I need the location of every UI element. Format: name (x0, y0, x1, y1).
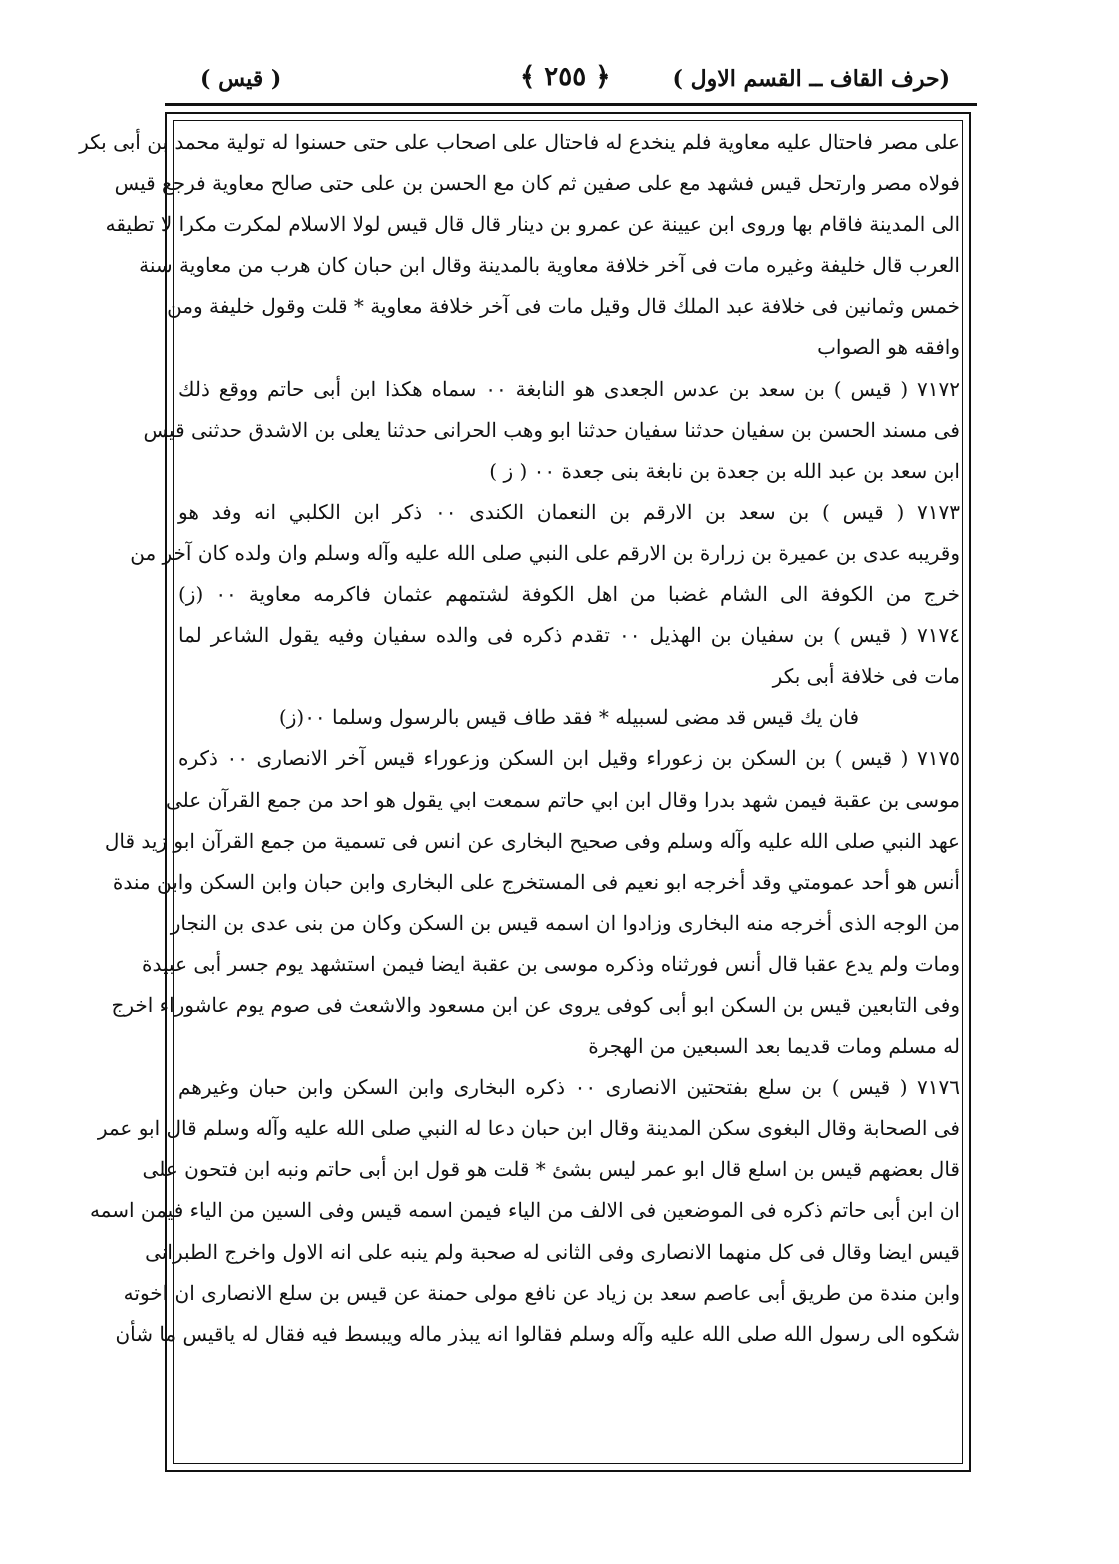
header-rule (165, 103, 977, 106)
entry-heading: ( قيس ) (200, 66, 282, 92)
text-line: قيس ايضا وقال فى كل منهما الانصارى وفى الثانى له صحبة ولم ينبه على انه الاول واخرج الطبرانى (145, 1239, 960, 1264)
entry-7173: ٧١٧٣ ( قيس ) بن سعد بن الارقم بن النعمان الكندى ٠٠ ذكر ابن الكلبي انه وفد هو (178, 499, 960, 524)
text-line: له مسلم ومات قديما بعد السبعين من الهجرة (588, 1034, 960, 1059)
text-line: ان ابن أبى حاتم ذكره فى الموضعين فى الالف من الياء فيمن اسمه قيس وفى السين من الياء فيمن اسمه (89, 1198, 960, 1223)
chapter-heading: (حرف القاف ــ القسم الاول ) (672, 66, 950, 92)
body-text (79, 122, 960, 1355)
page-header (160, 62, 960, 102)
text-line: فولاه مصر وارتحل قيس فشهد مع على صفين ثم كان مع الحسن بن على حتى صالح معاوية فرجع قيس (114, 171, 960, 196)
text-line: من الوجه الذى أخرجه منه البخارى وزادوا ان اسمه قيس بن السكن وكان من بنى عدى بن النجار (170, 910, 960, 935)
text-line: على مصر فاحتال عليه معاوية فلم ينخدع له فاحتال على اصحاب على حتى حسنوا له تولية محمد بن أبى بكر (79, 130, 960, 154)
text-line: مات فى خلافة أبى بكر (772, 664, 960, 689)
poetry-verse: فان يك قيس قد مضى لسبيله * فقد طاف قيس بالرسول وسلما ٠٠(ز) (278, 705, 860, 730)
text-line: عهد النبي صلى الله عليه وآله وسلم وفى صحيح البخارى عن انس فى تسمية من جمع القرآن ابو زيد قال (104, 828, 960, 853)
text-line: وقريبه عدى بن عميرة بن زرارة بن الارقم على النبي صلى الله عليه وآله وسلم وان ولده كان آخر من (130, 540, 960, 565)
page-number: ﴿ ٢٥٥ ﴾ (520, 62, 611, 92)
text-line: قال بعضهم قيس بن اسلع قال ابو عمر ليس بشئ * قلت هو قول ابن أبى حاتم ونبه ابن فتحون على (142, 1157, 960, 1182)
text-line: شكوه الى رسول الله صلى الله عليه وآله وسلم فقالوا انه يبذر ماله ويبسط فيه فقال له ياقيس ما شأن (115, 1321, 960, 1346)
text-line: ومات ولم يدع عقبا قال أنس فورثناه وذكره موسى بن عقبة ايضا فيمن استشهد يوم جسر أبى عبيدة (142, 951, 960, 976)
text-line: خرج من الكوفة الى الشام غضبا من اهل الكوفة لشتمهم عثمان فاكرمه معاوية ٠٠ (ز) (178, 582, 960, 607)
text-line: ابن سعد بن عبد الله بن جعدة بن نابغة بنى جعدة ٠٠ ( ز ) (489, 458, 960, 483)
text-line: وابن مندة من طريق أبى عاصم سعد بن زياد عن نافع مولى حمنة عن قيس بن سلع الانصارى ان اخوته (123, 1280, 960, 1305)
text-line: العرب قال خليفة وغيره مات فى آخر خلافة معاوية بالمدينة وقال ابن حبان كان هرب من معاوية سنة (139, 253, 960, 278)
text-line: وافقه هو الصواب (817, 335, 960, 360)
text-line: وفى التابعين قيس بن السكن ابو أبى كوفى يروى عن ابن مسعود والاشعث فى صوم يوم عاشوراء اخرج (111, 992, 960, 1017)
entry-7172: ٧١٧٢ ( قيس ) بن سعد بن عدس الجعدى هو النابغة ٠٠ سماه هكذا ابن أبى حاتم ووقع ذلك (178, 376, 960, 401)
text-line: الى المدينة فاقام بها وروى ابن عيينة عن عمرو بن دينار قال قال قيس لولا الاسلام لمكرت مكرا لا تطيقه (105, 212, 960, 237)
text-line: فى الصحابة وقال البغوى سكن المدينة وقال ابن حبان دعا له النبي صلى الله عليه وآله وسلم قال ابو عمر (97, 1116, 960, 1141)
entry-7176: ٧١٧٦ ( قيس ) بن سلع بفتحتين الانصارى ٠٠ ذكره البخارى وابن السكن وابن حبان وغيرهم (178, 1075, 960, 1100)
text-line: أنس هو أحد عمومتي وقد أخرجه ابو نعيم فى المستخرج على البخارى وابن حبان وابن السكن وابن مندة (112, 869, 960, 894)
entry-7175: ٧١٧٥ ( قيس ) بن السكن بن زعوراء وقيل ابن السكن وزعوراء قيس آخر الانصارى ٠٠ ذكره (178, 746, 960, 771)
entry-7174: ٧١٧٤ ( قيس ) بن سفيان بن الهذيل ٠٠ تقدم ذكره فى والده سفيان وفيه يقول الشاعر لما (178, 623, 960, 648)
text-line: فى مسند الحسن بن سفيان حدثنا سفيان حدثنا ابو وهب الحرانى حدثنا يعلى بن الاشدق حدثنى قيس (143, 417, 960, 442)
text-line: خمس وثمانين فى خلافة عبد الملك قال وقيل مات فى آخر خلافة معاوية * قلت وقول خليفة ومن (167, 294, 960, 319)
text-line: موسى بن عقبة فيمن شهد بدرا وقال ابن ابي حاتم سمعت ابي يقول هو احد من جمع القرآن على (166, 787, 960, 812)
